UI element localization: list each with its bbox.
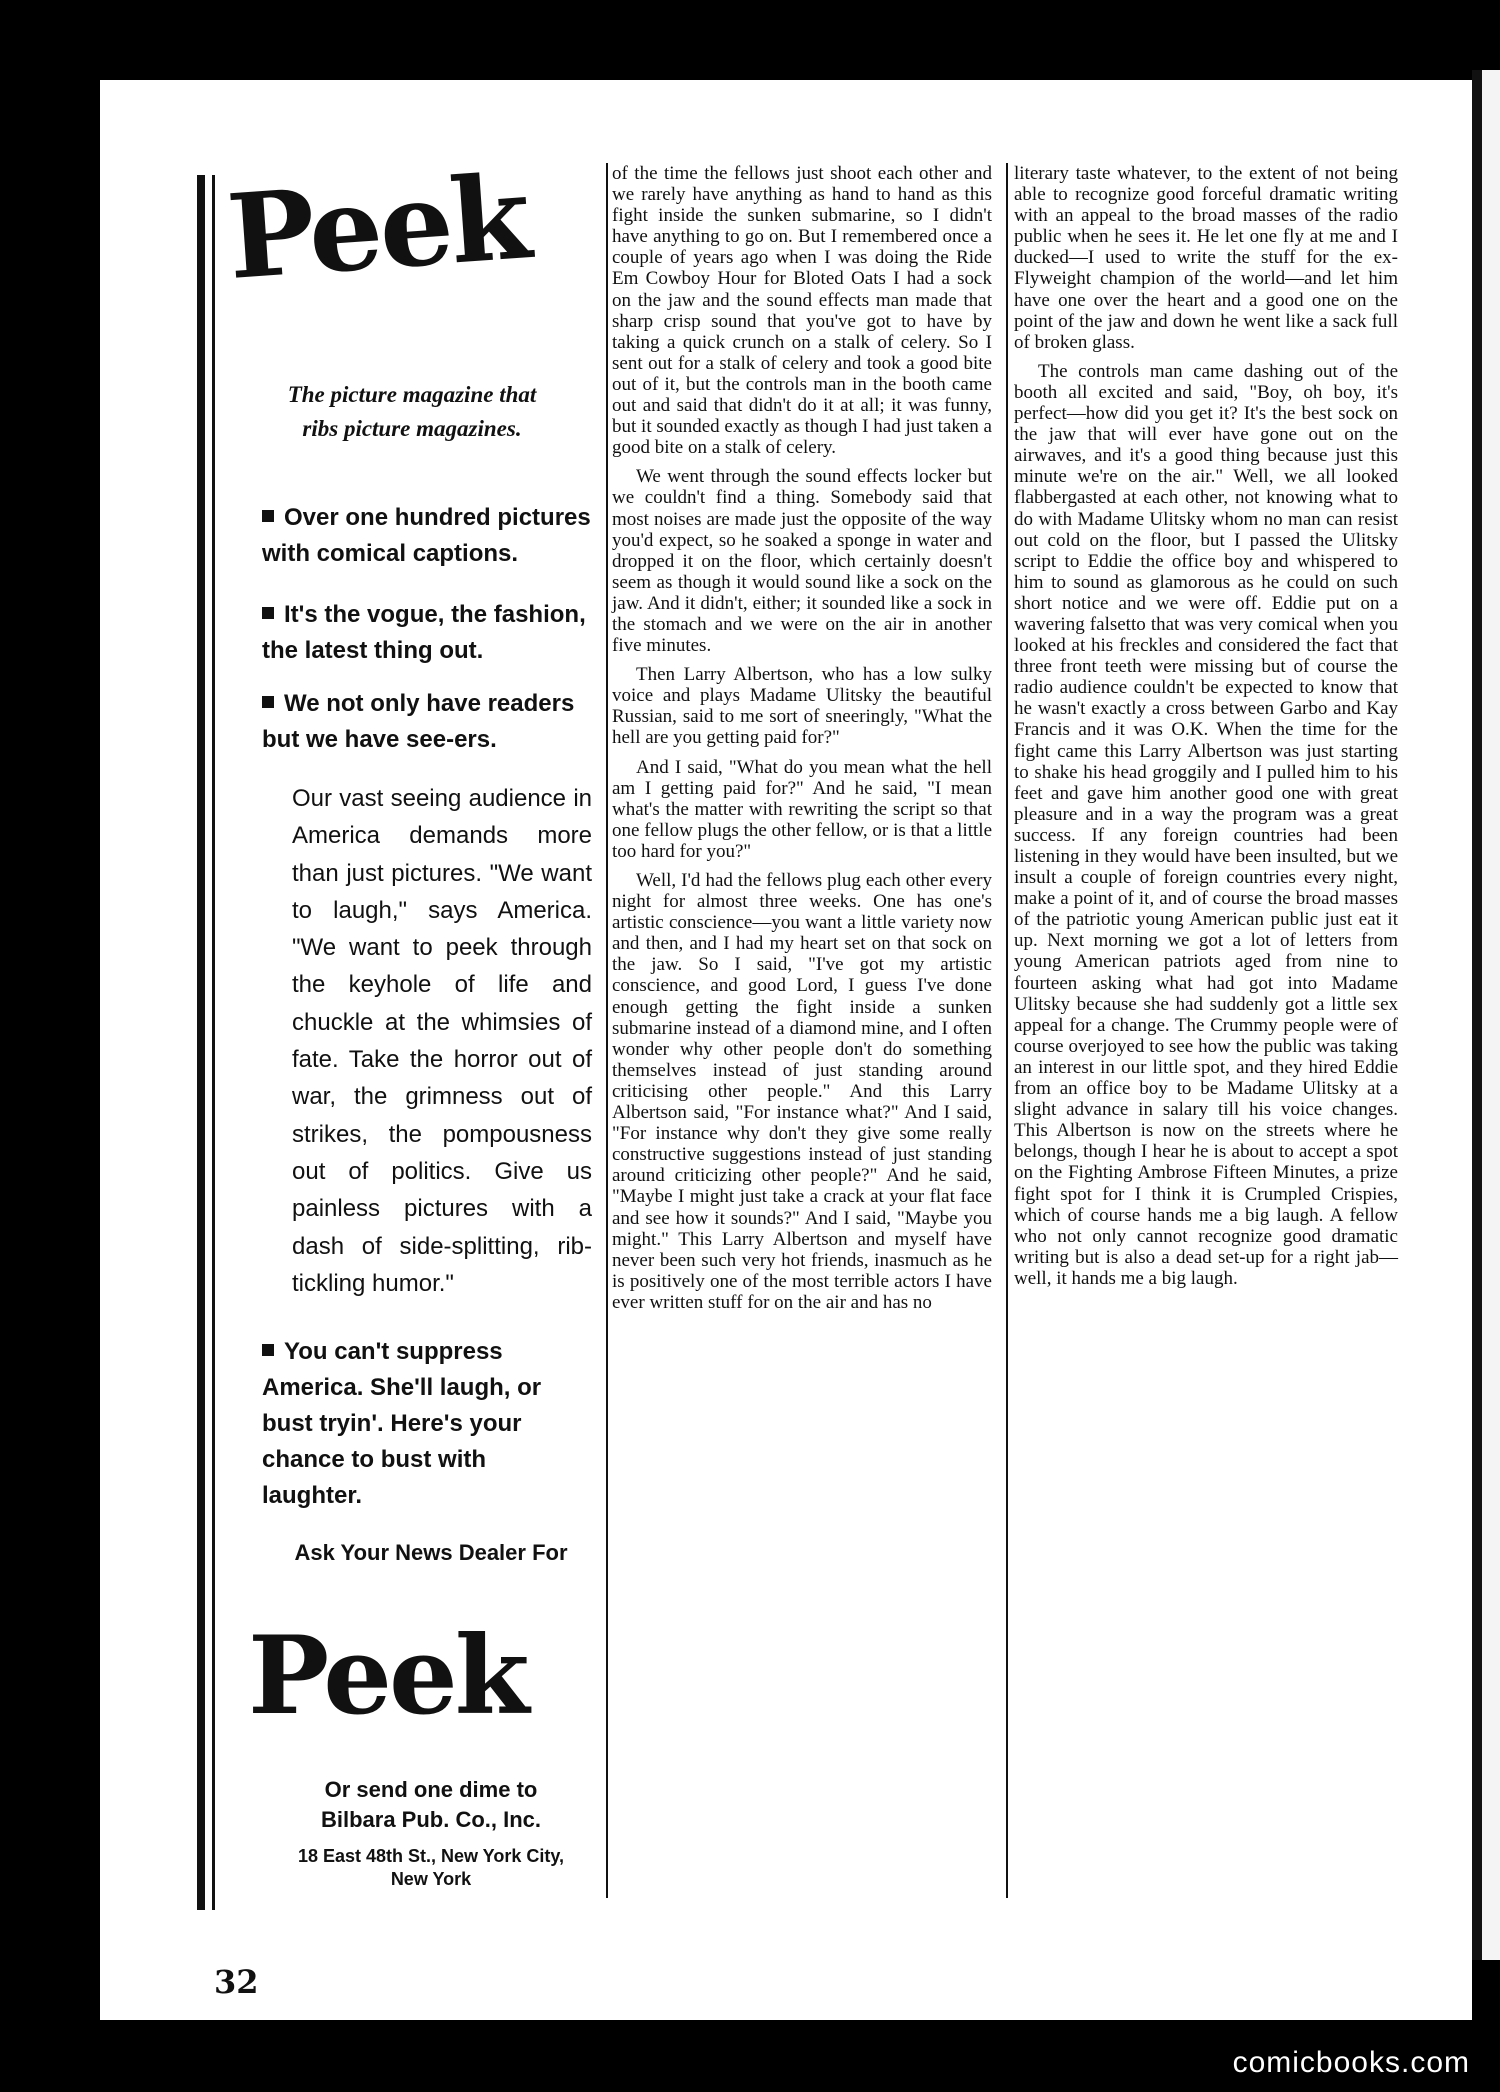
ad-bullet-1: Over one hundred pictures with comical captions. xyxy=(262,504,591,567)
ad-bullet-3: We not only have readers but we have see-ers. xyxy=(262,690,575,753)
paragraph: The controls man came dashing out of the booth all excited and said, "Boy, oh boy, it's perfect—how did you get it? It's the best sock on the jaw that will ever have gone out on the airwaves, and it's a good thing because just this minute we're on the air." Well, we all looked flabbergasted at each other, not knowing what to do with Madame Ulitsky whom no man can resist out cold on the floor, but I passed the Ulitsky script to Eddie the office boy and whispered to him to sound as glamorous as he could on such short notice and we were off. Eddie put on a wavering falsetto that was very comical when you looked at his freckles and considered the fact that three front teeth were missing but of course the radio audience couldn't be expected to know that he wasn't exactly a cross between Garbo and Kay Francis and it was O.K. When the time for the fight came this Larry Albertson was just starting to shake his head groggily and I pulled him to his feet and gave him another good one with great pleasure and in a way the program was a great success. If any foreign countries had been listening in they would have been insulted, but we insult a couple of foreign countries every night, make a point of it, and of course the broad masses of the patriotic young American public just eat it up. Next morning we got a lot of letters from young American patriots aged from nine to fourteen asking what had got into Madame Ulitsky because she had suddenly got a little sex appeal for a change. The Crummy people were of course overjoyed to see how the public was taking an interest in our little spot, and they hired Eddie from an office boy to be Madame Ulitsky at a slight advance in salary till his voice changes. This Albertson is now on the streets where he belongs, though I hear he is about to accept a spot on the Fighting Ambrose Fifteen Minutes, a prize fight spot for I think it is Crumpled Crispies, which of course hands me a big laugh. A fellow who not only cannot recognize good dramatic writing but is also a dead set-up for a right jab—well, it hands me a big laugh. xyxy=(1014,360,1398,1289)
bullet-square-icon xyxy=(262,510,274,522)
ad-bullet-4: You can't suppress America. She'll laugh, or bust tryin'. Here's your chance to bust with laughter. xyxy=(262,1338,542,1509)
address-line-1: 18 East 48th St., New York City, xyxy=(297,1846,565,1866)
ad-left-rule-thick xyxy=(197,175,205,1910)
ad-left-rule-thin xyxy=(212,175,215,1910)
ad-address xyxy=(262,1845,600,1891)
ad-ask-dealer: Ask Your News Dealer For xyxy=(294,1540,568,1565)
send-line-2: Bilbara Pub. Co., Inc. xyxy=(320,1807,542,1832)
paragraph: Then Larry Albertson, who has a low sulky voice and plays Madame Ulitsky the beautiful Russian, said to me sort of sneeringly, "What the hell are you getting paid for?" xyxy=(612,664,992,749)
ad-send-dime xyxy=(262,1775,600,1835)
paragraph: Well, I'd had the fellows plug each other every night for almost three weeks. One has one's artistic conscience—you want a little variety now and then, and I had my heart set on that sock on the jaw. So I said, "I've got my artistic conscience, and good Lord, I guess I've done enough getting the fight inside a sunken submarine instead of a diamond mine, and I often wonder why other people don't do something themselves instead of just standing around criticising other people." And this Larry Albertson said, "For instance what?" And I said, "For instance why don't they give some really constructive suggestions instead of just standing around criticizing other people?" And he said, "Maybe I might just take a crack at your flat face and see how it sounds?" And I said, "Maybe you might." This Larry Albertson and myself have never been such very hot friends, inasmuch as he is positively one of the most terrible actors I have ever written stuff for on the air and has no xyxy=(612,870,992,1313)
paragraph: We went through the sound effects locker but we couldn't find a thing. Somebody said that most noises are made just the opposite of the way you'd expect, so he soaked a sponge in water and dropped it on the floor, which certainly doesn't seem as though it would sound like a sock on the jaw. And it didn't, either; it sounded like a sock in the stomach and we were on the air in another five minutes. xyxy=(612,466,992,657)
paragraph: of the time the fellows just shoot each other and we rarely have anything as hand to hand as this fight inside the sunken submarine, so I didn't have anything to go on. But I remembered once a couple of years ago when I was doing the Ride Em Cowboy Hour for Bloted Oats I had a sock on the jaw and the sound effects man made that sharp crisp sound that you've got to have by taking a quick crunch on a stalk of celery. So I sent out for a stalk of celery and took a good bite out of it, but the controls man in the booth came out and said that didn't do it at all; it was funny, but it sounded exactly as though I had just taken a good bite on a stalk of celery. xyxy=(612,163,992,459)
ad-tagline xyxy=(232,378,592,446)
send-line-1: Or send one dime to xyxy=(324,1777,538,1802)
source-credit: comicbooks.com xyxy=(1232,2046,1470,2079)
story-column-middle xyxy=(612,163,992,1321)
paragraph: literary taste whatever, to the extent of not being able to recognize good forceful dramatic writing with an appeal to the broad masses of the radio public when he sees it. He let one fly at me and I ducked—I used to write the stuff for the ex-Flyweight champion of the world—and let him have one over the heart and a good one on the point of the jaw and down he went like a sack full of broken glass. xyxy=(1014,163,1398,353)
tagline-line-2: ribs picture magazines. xyxy=(302,416,522,441)
facing-page-edge xyxy=(1472,70,1500,1960)
paragraph: And I said, "What do you mean what the hell am I getting paid for?" And he said, "I mean what's the matter with rewriting the script so that one fellow plugs the other fellow, or is that a little too hard for you?" xyxy=(612,756,992,862)
peek-logo-bottom: Peek xyxy=(248,1613,527,1739)
ad-quote: Our vast seeing audience in America demands more than just pictures. "We want to laugh," says America. "We want to peek through the keyhole of life and chuckle at the whimsies of fate. Take the horror out of war, the grimness out of strikes, the pompousness out of politics. Give us painless pictures with a dash of side-splitting, rib-tickling humor." xyxy=(292,785,592,1297)
column-divider-2 xyxy=(1006,163,1008,1898)
bullet-square-icon xyxy=(262,1344,274,1356)
tagline-line-1: The picture magazine that xyxy=(287,382,537,407)
ad-bullet-2: It's the vogue, the fashion, the latest thing out. xyxy=(262,601,586,664)
story-column-right xyxy=(1014,163,1398,1297)
bullet-square-icon xyxy=(262,607,274,619)
page-number: 32 xyxy=(214,1963,259,2001)
address-line-2: New York xyxy=(390,1869,472,1889)
column-divider-1 xyxy=(606,163,608,1898)
peek-logo-top: Peek xyxy=(223,149,533,306)
bullet-square-icon xyxy=(262,696,274,708)
